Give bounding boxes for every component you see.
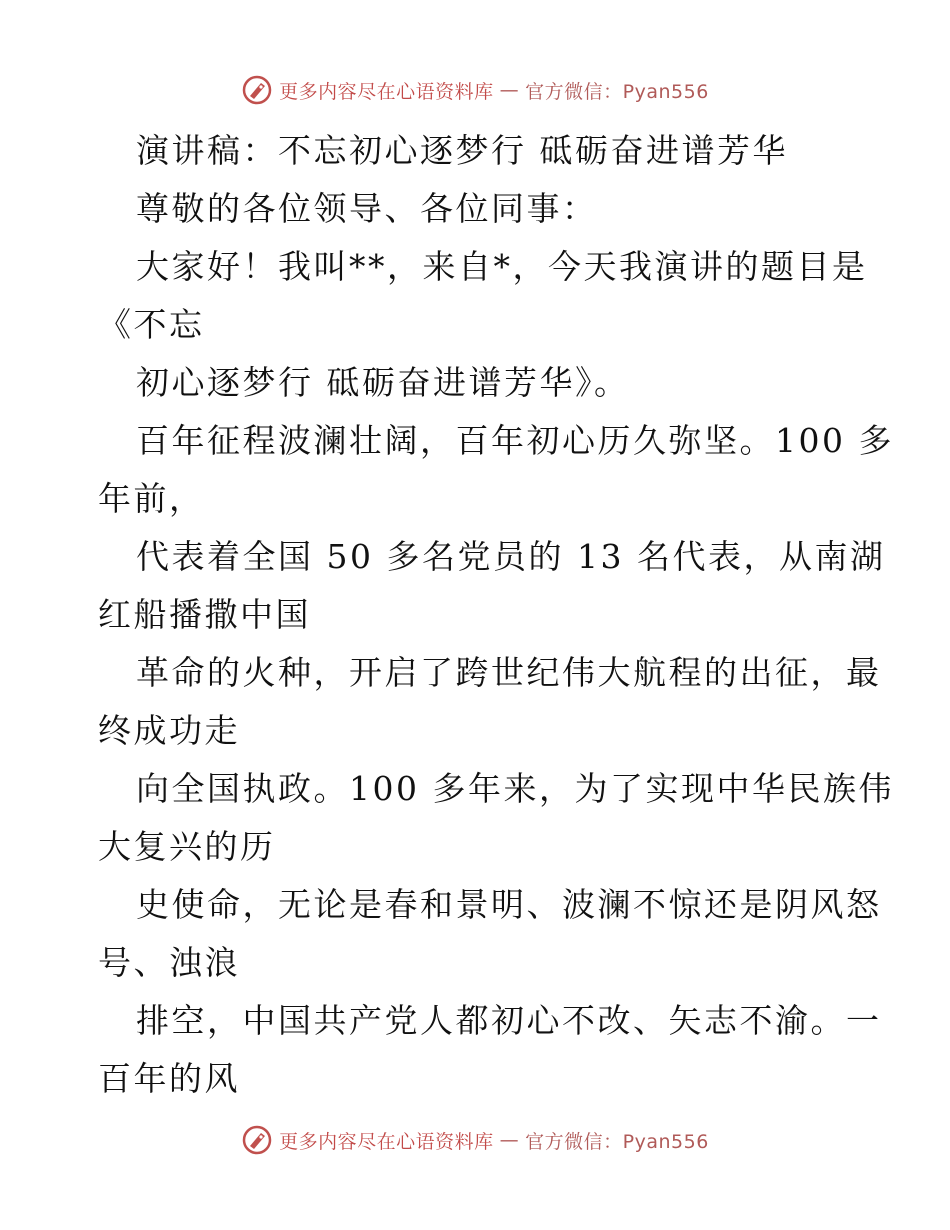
document-line: 尊敬的各位领导、各位同事： [136,189,598,228]
document-line: 年前， [98,479,205,518]
watermark-main-text: 更多内容尽在心语资料库 [279,80,494,103]
document-line: 大复兴的历 [98,827,276,866]
document-line: 红船播撒中国 [98,595,311,634]
watermark-sub-text: 官方微信：Pyan556 [525,80,709,103]
document-line: 革命的火种，开启了跨世纪伟大航程的出征，最 [136,653,882,692]
document-line: 号、浊浪 [98,943,240,982]
watermark-separator: — [499,79,520,101]
document-line: 演讲稿：不忘初心逐梦行 砥砺奋进谱芳华 [136,131,788,170]
document-line: 大家好！我叫**，来自*，今天我演讲的题目是 [136,247,868,286]
document-line: 终成功走 [98,711,240,750]
watermark-main-text: 更多内容尽在心语资料库 [279,1130,494,1153]
document-line: 《不忘 [98,305,205,344]
document-line: 史使命，无论是春和景明、波澜不惊还是阴风怒 [136,885,882,924]
pen-nib-logo-icon [241,74,273,106]
document-line: 百年征程波澜壮阔，百年初心历久弥坚。100 多 [136,421,894,460]
document-line: 排空，中国共产党人都初心不改、矢志不渝。一 [136,1001,882,1040]
document-line: 百年的风 [98,1059,240,1098]
footer-watermark [0,1124,950,1156]
watermark-sub-text: 官方微信：Pyan556 [525,1130,709,1153]
watermark-separator: — [499,1129,520,1151]
document-line: 向全国执政。100 多年来，为了实现中华民族伟 [136,769,894,808]
header-watermark [0,74,950,106]
document-line: 代表着全国 50 多名党员的 13 名代表，从南湖 [136,537,886,576]
pen-nib-logo-icon [241,1124,273,1156]
document-body [98,122,894,1108]
document-line: 初心逐梦行 砥砺奋进谱芳华》。 [136,363,630,402]
